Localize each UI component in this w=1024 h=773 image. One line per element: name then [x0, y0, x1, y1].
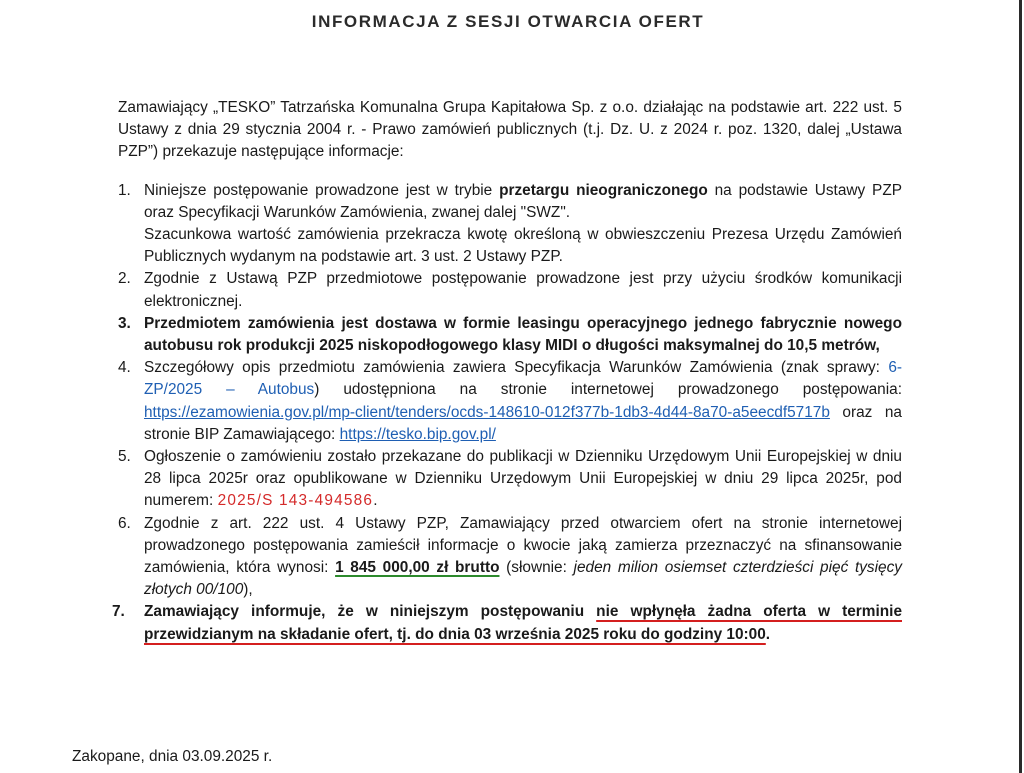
place-and-date: Zakopane, dnia 03.09.2025 r. [72, 748, 273, 765]
item-text: (słownie: [499, 559, 574, 577]
estimated-value-note: Szacunkowa wartość zamówienia przekracza kwotę określoną w obwieszczeniu Prezesa Urzędu Zamówień Publicznych wydanym na podstawie art. 3 ust. 2 Ustawy PZP. [144, 226, 902, 266]
ezamowienia-link[interactable]: https://ezamowienia.gov.pl/mp-client/tenders/ocds-148610-012f377b-1db3-4d44-8a70-a5eecdf5717b [144, 403, 830, 421]
list-item-4 [118, 357, 902, 446]
item-text: Ogłoszenie o zamówieniu zostało przekazane do publikacji w Dzienniku Urzędowym Unii Europejskiej w dniu 28 lipca 2025r oraz opublikowane w Dzienniku Urzędowym Unii Europejskiej w dniu 29 lipca 2025r, pod numerem: [144, 448, 902, 510]
item-text: Niniejsze postępowanie prowadzone jest w trybie [144, 181, 500, 199]
item-text: ) udostępniona na stronie internetowej prowadzonego postępowania: [314, 381, 902, 399]
list-item-2 [118, 268, 902, 312]
item-text: ), [243, 581, 253, 599]
list-item-1 [118, 180, 902, 269]
item-text: Zgodnie z Ustawą PZP przedmiotowe postępowanie prowadzone jest przy użyciu środków komunikacji elektronicznej. [144, 270, 902, 310]
info-list [112, 180, 902, 646]
bip-link[interactable]: https://tesko.bip.gov.pl/ [339, 425, 496, 443]
list-item-3 [118, 313, 902, 357]
item-number: 6. [118, 514, 131, 532]
item-text: Zamawiający informuje, że w niniejszym postępowaniu [144, 603, 597, 621]
procedure-type: przetargu nieograniczonego [499, 181, 708, 199]
item-text: . [765, 625, 771, 643]
scan-edge [1019, 0, 1022, 773]
intro-paragraph: Zamawiający „TESKO” Tatrzańska Komunalna Grupa Kapitałowa Sp. z o.o. działając na podstawie art. 222 ust. 5 Ustawy z dnia 29 stycznia 2004 r. - Prawo zamówień publicznych (t.j. Dz. U. z 2024 r. poz. 1320, dalej „Ustawa PZP”) przekazuje następujące informacje: [118, 99, 902, 161]
item-number: 1. [118, 181, 131, 199]
item-number: 5. [118, 448, 131, 466]
subject-of-order: Przedmiotem zamówienia jest dostawa w formie leasingu operacyjnego jednego fabrycznie nowego autobusu rok produkcji 2025 niskopodłogowego klasy MIDI o długości maksymalnej do 10,5 metrów, [144, 314, 902, 355]
item-number: 4. [118, 359, 131, 377]
budget-amount: 1 845 000,00 zł brutto [335, 559, 500, 577]
item-text: Zgodnie z art. 222 ust. 4 Ustawy PZP, Zamawiający przed otwarciem ofert na stronie internetowej prowadzonego postępowania zamieścił informacje o kwocie jaką zamierza przeznaczyć na sfinansowanie zamówienia, która wynosi: [144, 514, 902, 577]
list-item-5 [118, 446, 902, 513]
item-text: oraz na stronie BIP Zamawiającego: [144, 403, 902, 443]
item-text: . [373, 492, 378, 510]
no-offers-statement: nie wpłynęła żadna oferta w terminie przewidzianym na składanie ofert, tj. do dnia 03 września 2025 roku do godziny 10:00 [144, 603, 902, 643]
item-text: Szczegółowy opis przedmiotu zamówienia zawiera Specyfikacja Warunków Zamówienia (znak sprawy: [144, 359, 889, 377]
list-item-6 [118, 513, 902, 602]
list-item-7 [112, 601, 902, 645]
item-number: 3. [118, 314, 131, 332]
publication-number: 2025/S 143-494586 [217, 492, 374, 510]
document-body [112, 97, 902, 646]
item-number: 2. [118, 270, 131, 288]
case-reference: 6-ZP/2025 – Autobus [144, 359, 902, 399]
item-text: na podstawie Ustawy PZP oraz Specyfikacji Warunków Zamówienia, zwanej dalej "SWZ". [144, 181, 902, 221]
page-title: INFORMACJA Z SESJI OTWARCIA OFERT [311, 12, 705, 31]
amount-in-words: jeden milion osiemset czterdzieści pięć tysięcy złotych 00/100 [144, 559, 902, 599]
item-number: 7. [112, 603, 125, 621]
